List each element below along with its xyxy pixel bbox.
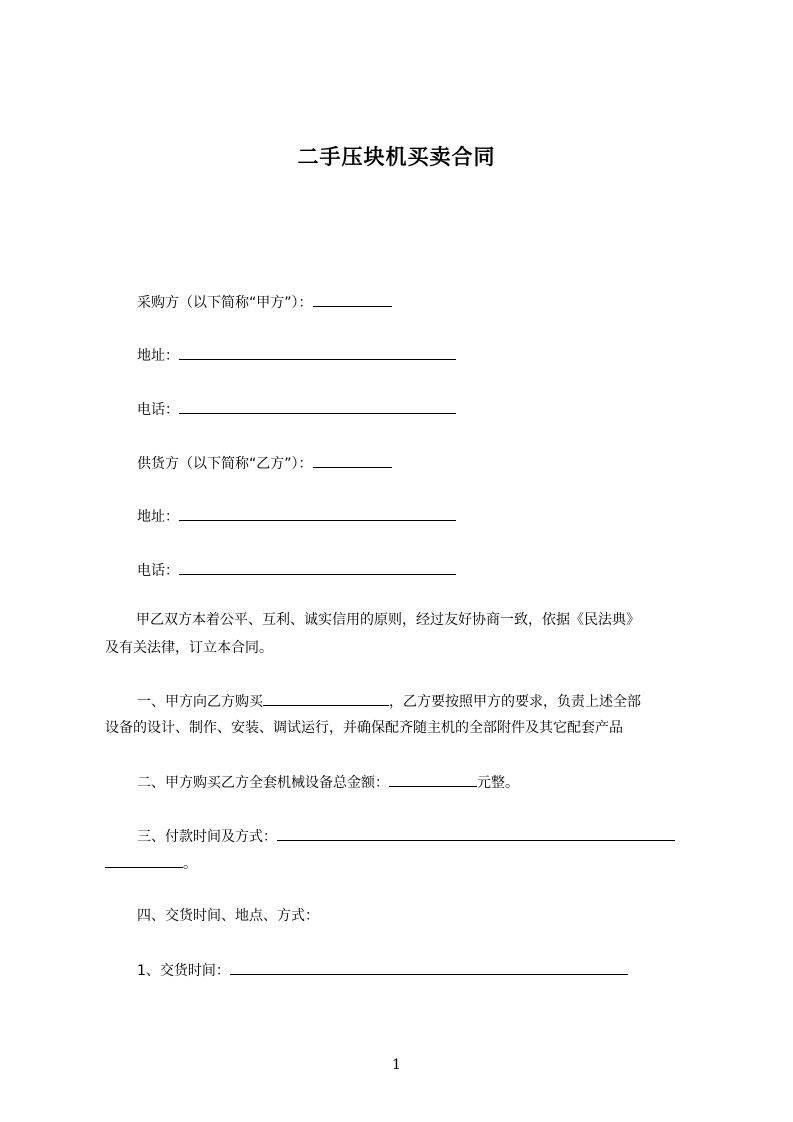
clause-3-payment-blank	[277, 826, 675, 841]
page-number: 1	[392, 1057, 401, 1073]
clause-1-suffix: ，乙方要按照甲方的要求，负责上述全部	[389, 694, 641, 710]
supplier-phone-label: 电话：	[137, 563, 179, 579]
buyer-address-line	[137, 345, 456, 366]
buyer-name-blank	[313, 292, 392, 307]
buyer-address-label: 地址：	[137, 348, 179, 364]
clause-3-line-2	[105, 853, 197, 874]
buyer-phone-line	[137, 399, 456, 420]
clause-1-line-1	[137, 691, 641, 712]
buyer-address-blank	[179, 345, 456, 360]
buyer-line	[137, 292, 392, 313]
preamble-line-2: 及有关法律，订立本合同。	[105, 640, 273, 656]
supplier-line	[137, 453, 392, 474]
buyer-label: 采购方（以下简称“甲方”）：	[137, 295, 313, 311]
clause-2-suffix: 元整。	[477, 775, 519, 791]
delivery-time-blank	[230, 960, 628, 975]
clause-1-item-blank	[263, 691, 389, 706]
supplier-address-blank	[179, 506, 456, 521]
clause-4-item-1-label: 1、交货时间：	[137, 963, 230, 979]
document-title: 二手压块机买卖合同	[297, 145, 496, 169]
clause-1-line-2: 设备的设计、制作、安装、调试运行，并确保配齐随主机的全部附件及其它配套产品	[105, 720, 623, 736]
supplier-phone-blank	[179, 560, 456, 575]
clause-4-heading: 四、交货时间、地点、方式：	[137, 908, 319, 924]
supplier-address-line	[137, 506, 456, 527]
buyer-phone-blank	[179, 399, 456, 414]
clause-2-line	[137, 772, 519, 793]
preamble-line-1: 甲乙双方本着公平、互利、诚实信用的原则，经过友好协商一致，依据《民法典》	[136, 612, 640, 628]
clause-1-prefix: 一、甲方向乙方购买	[137, 694, 263, 710]
clause-3-end: 。	[183, 856, 197, 872]
supplier-phone-line	[137, 560, 456, 581]
clause-3-line-1	[137, 826, 675, 847]
clause-2-amount-blank	[389, 772, 477, 787]
clause-4-item-1-line	[137, 960, 628, 981]
clause-2-prefix: 二、甲方购买乙方全套机械设备总金额：	[137, 775, 389, 791]
clause-3-prefix: 三、付款时间及方式：	[137, 829, 277, 845]
supplier-label: 供货方（以下简称“乙方”）：	[137, 456, 313, 472]
clause-3-payment-blank-continued	[105, 853, 183, 868]
supplier-name-blank	[313, 453, 392, 468]
supplier-address-label: 地址：	[137, 509, 179, 525]
buyer-phone-label: 电话：	[137, 402, 179, 418]
